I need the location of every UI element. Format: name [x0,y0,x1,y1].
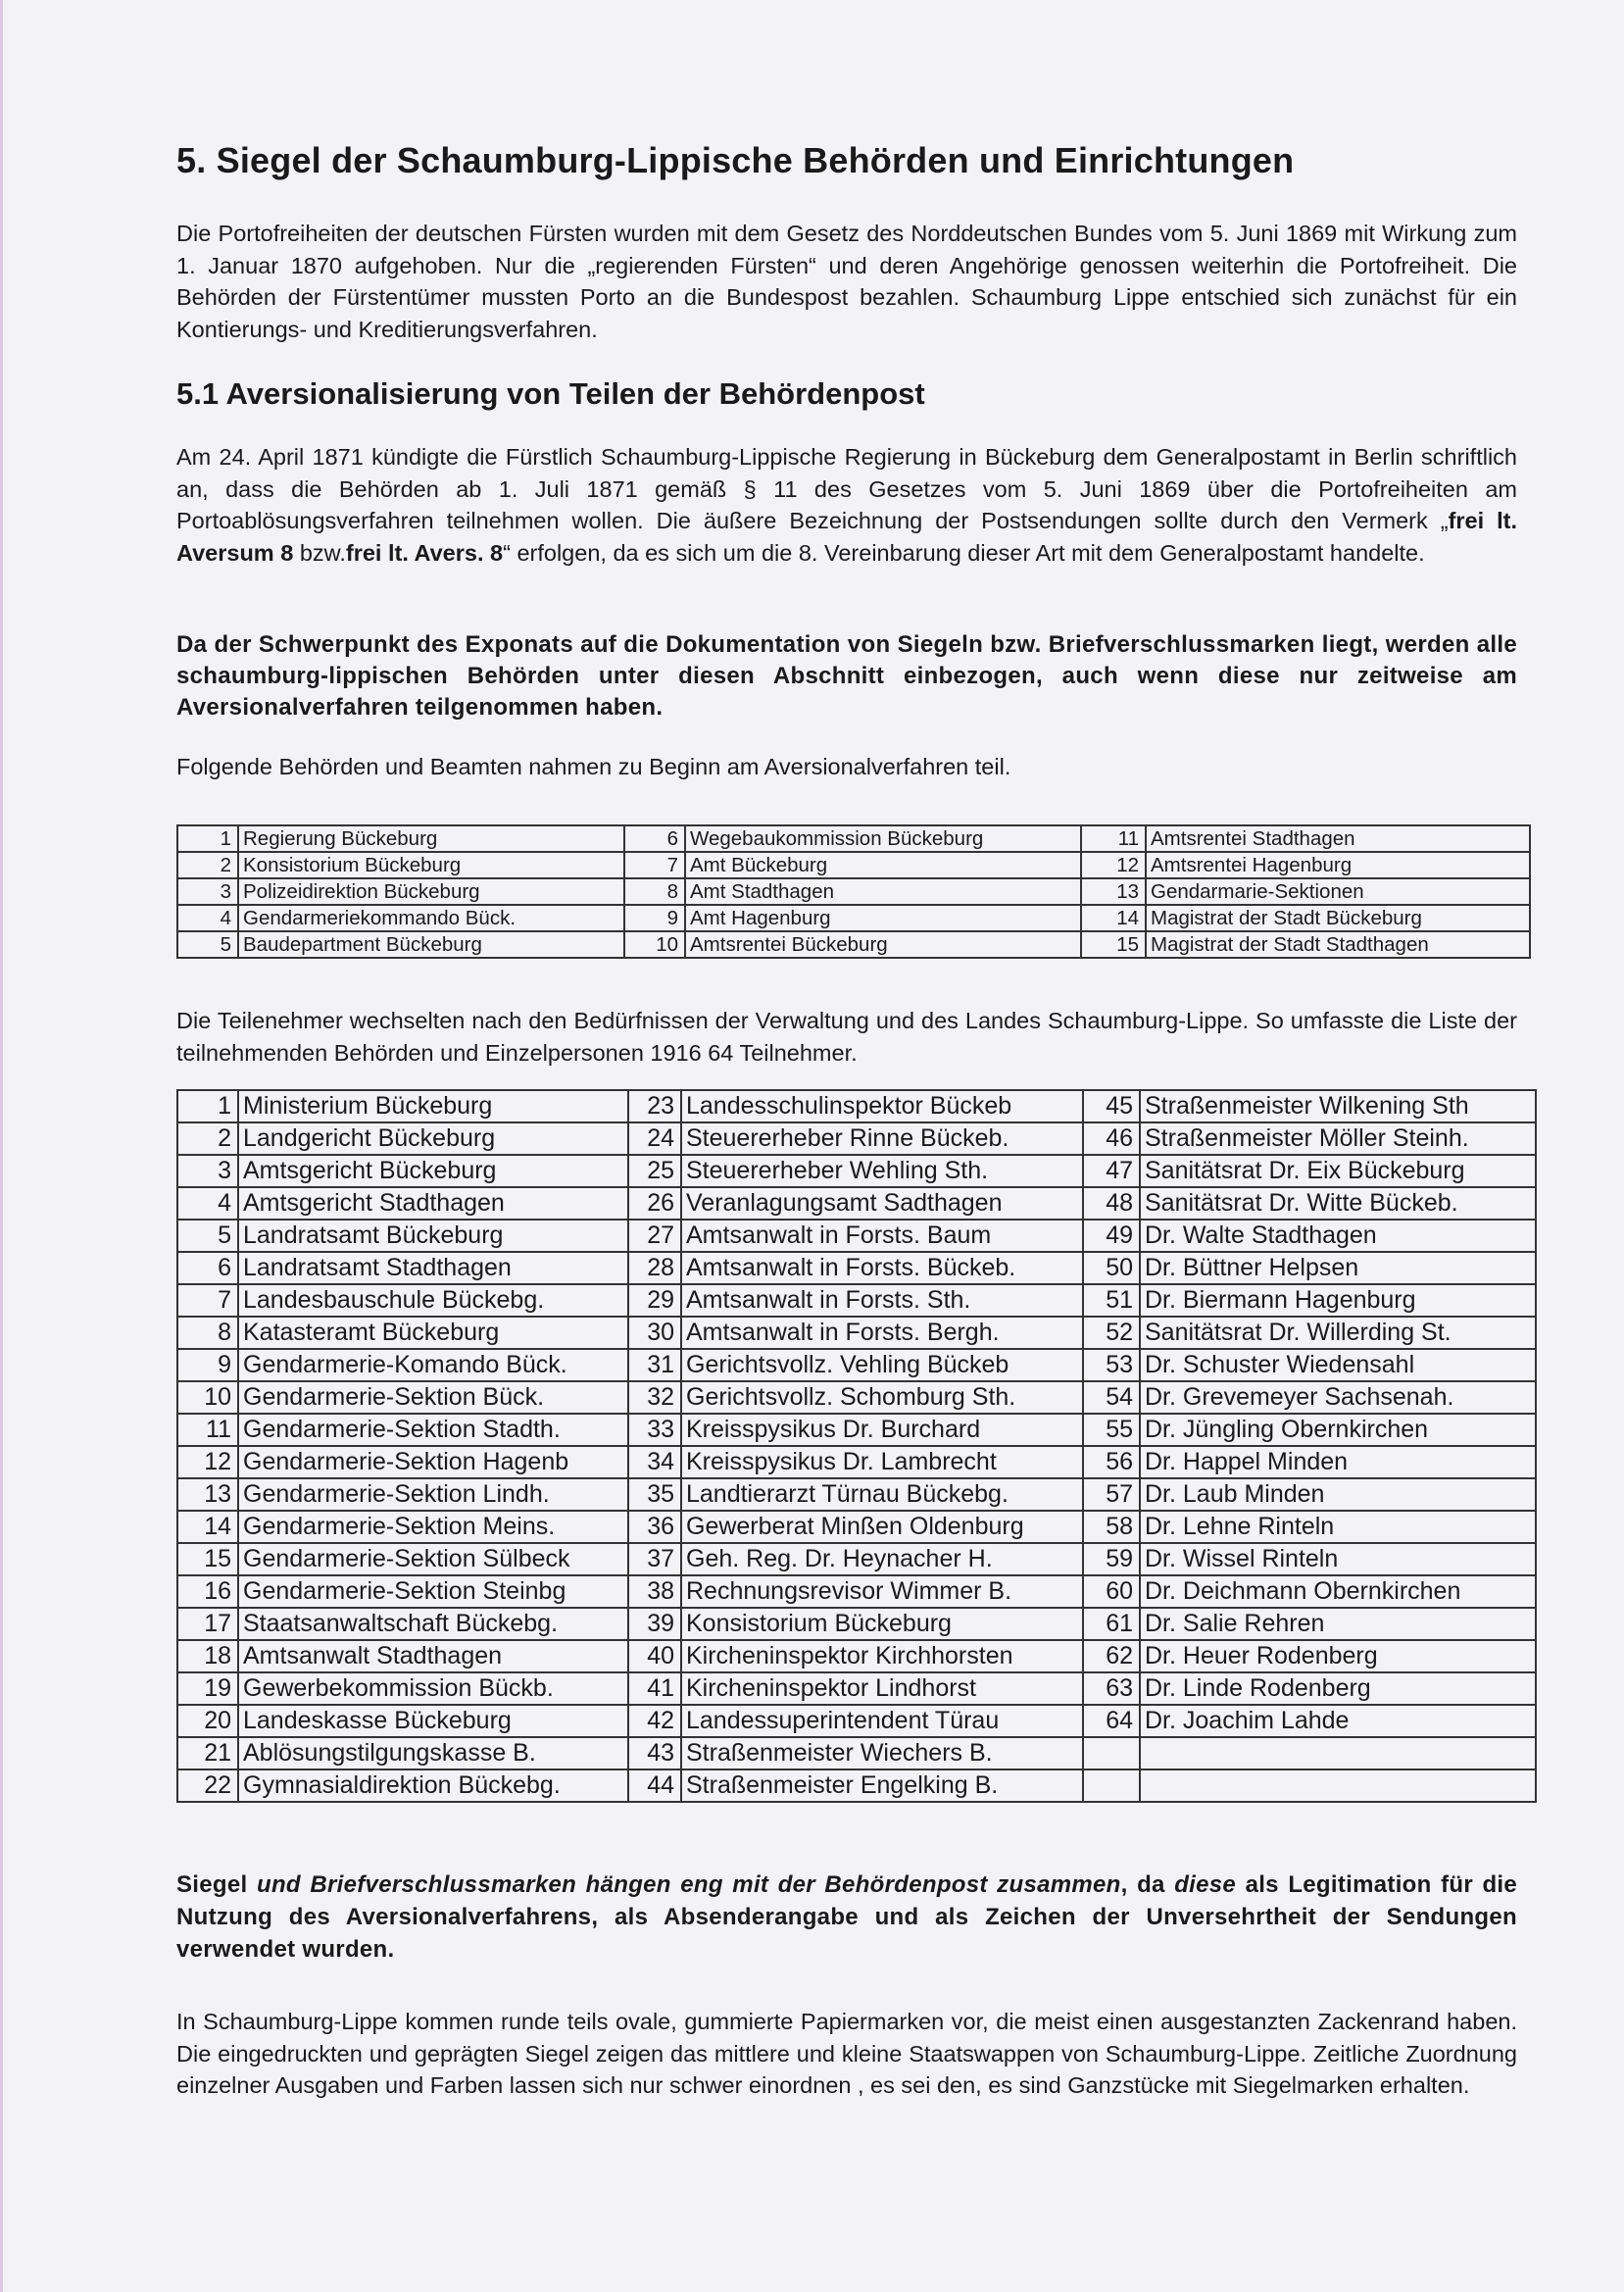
seal-significance-paragraph [176,1868,1517,1966]
entry-number: 52 [1083,1317,1140,1349]
entry-name: Amt Stadthagen [685,878,1081,905]
entry-name: Staatsanwaltschaft Bückebg. [238,1608,628,1640]
entry-name: Konsistorium Bückeburg [681,1608,1083,1640]
entry-number: 19 [177,1672,238,1705]
entry-name: Gendarmerie-Sektion Hagenb [238,1446,628,1478]
entry-number: 61 [1083,1608,1140,1640]
entry-number: 6 [624,825,685,852]
subsection-heading: 5.1 Aversionalisierung von Teilen der Behördenpost [176,376,925,411]
entry-number: 23 [628,1090,681,1122]
table-row [177,1252,1536,1284]
entry-number: 48 [1083,1187,1140,1220]
entry-number: 24 [628,1122,681,1155]
entry-name: Regierung Bückeburg [238,825,624,852]
entry-name: Wegebaukommission Bückeburg [685,825,1081,852]
entry-name: Gendarmerie-Sektion Meins. [238,1511,628,1543]
entry-name: Amtsanwalt in Forsts. Sth. [681,1284,1083,1317]
initial-participants-table [176,824,1531,959]
entry-name [1140,1737,1536,1769]
entry-number: 59 [1083,1543,1140,1575]
entry-name: Landgericht Bückeburg [238,1122,628,1155]
entry-name: Magistrat der Stadt Bückeburg [1146,905,1530,931]
table-row [177,1543,1536,1575]
entry-name: Polizeidirektion Bückeburg [238,878,624,905]
entry-name: Sanitätsrat Dr. Eix Bückeburg [1140,1155,1536,1187]
entry-name: Gendarmerie-Sektion Stadth. [238,1414,628,1446]
entry-number: 58 [1083,1511,1140,1543]
entry-number: 1 [177,1090,238,1122]
entry-number: 64 [1083,1705,1140,1737]
seal-text-3: , da [1120,1871,1175,1898]
entry-number [1083,1769,1140,1802]
entry-number: 17 [177,1608,238,1640]
entry-number: 10 [624,931,685,958]
aversion-text-1: Am 24. April 1871 kündigte die Fürstlich Schaumburg-Lippische Regierung in Bückeburg dem Generalpostamt in Berlin schriftlich an, dass die Behörden ab 1. Juli 1871 gemäß § 11 des Gesetzes vom 5. Juni 1869 über die Portofreiheiten am Portoablösungsverfahren teilnehmen wollen. Die äußere Bezeichnung der Postsendungen sollte durch den Vermerk „ [176,444,1517,533]
table-row [177,1478,1536,1511]
table-row [177,1284,1536,1317]
entry-name: Amt Bückeburg [685,852,1081,878]
entry-name: Gendarmerie-Sektion Bück. [238,1381,628,1414]
table1-caption: Folgende Behörden und Beamten nahmen zu Beginn am Aversionalverfahren teil. [176,754,1011,779]
table-row [177,1608,1536,1640]
entry-number: 10 [177,1381,238,1414]
entry-name: Amtsgericht Stadthagen [238,1187,628,1220]
entry-name: Amtsrentei Stadthagen [1146,825,1530,852]
entry-number: 3 [177,1155,238,1187]
entry-name: Dr. Jüngling Obernkirchen [1140,1414,1536,1446]
entry-number: 9 [624,905,685,931]
entry-number: 55 [1083,1414,1140,1446]
entry-name: Amt Hagenburg [685,905,1081,931]
table-row [177,1575,1536,1608]
entry-name: Ablösungstilgungskasse B. [238,1737,628,1769]
entry-name: Amtsanwalt in Forsts. Bergh. [681,1317,1083,1349]
entry-number: 4 [177,1187,238,1220]
entry-name: Sanitätsrat Dr. Willerding St. [1140,1317,1536,1349]
entry-number: 16 [177,1575,238,1608]
emphasis-paragraph: Da der Schwerpunkt des Exponats auf die Dokumentation von Siegeln bzw. Briefverschlussmarken liegt, werden alle schaumburg-lippischen Behörden unter diesen Abschnitt einbezogen, auch wenn diese nur zeitweise am Aversionalverfahren teilgenommen haben. [176,631,1517,721]
table-row [177,1640,1536,1672]
entry-name: Dr. Laub Minden [1140,1478,1536,1511]
table-row [177,905,1530,931]
entry-name: Dr. Happel Minden [1140,1446,1536,1478]
entry-name: Gendarmerie-Sektion Sülbeck [238,1543,628,1575]
entry-name: Geh. Reg. Dr. Heynacher H. [681,1543,1083,1575]
entry-number: 42 [628,1705,681,1737]
entry-name: Dr. Joachim Lahde [1140,1705,1536,1737]
table-row [177,1511,1536,1543]
entry-name: Kircheninspektor Kirchhorsten [681,1640,1083,1672]
entry-name: Dr. Biermann Hagenburg [1140,1284,1536,1317]
seal-text-4: diese [1174,1871,1237,1898]
entry-name: Landratsamt Stadthagen [238,1252,628,1284]
entry-number: 8 [624,878,685,905]
entry-number: 26 [628,1187,681,1220]
entry-number: 51 [1083,1284,1140,1317]
entry-name: Amtsanwalt Stadthagen [238,1640,628,1672]
entry-number: 50 [1083,1252,1140,1284]
page-edge [0,0,3,2292]
table-row [177,852,1530,878]
entry-number: 2 [177,852,238,878]
entry-name: Gendarmerie-Sektion Lindh. [238,1478,628,1511]
entry-number: 56 [1083,1446,1140,1478]
table-row [177,1672,1536,1705]
entry-name: Gendarmarie-Sektionen [1146,878,1530,905]
entry-name: Dr. Wissel Rinteln [1140,1543,1536,1575]
entry-number: 44 [628,1769,681,1802]
entry-number: 15 [1081,931,1146,958]
seal-text-5: als Legitimation für die Nutzung des Aversionalverfahrens, als Absenderangabe und als Zeichen der Unversehrtheit der Sendungen verwendet wurden. [176,1871,1518,1963]
entry-number: 60 [1083,1575,1140,1608]
table-row [177,1220,1536,1252]
participants-1916-body [177,1090,1536,1802]
entry-name: Steuererheber Rinne Bückeb. [681,1122,1083,1155]
entry-number: 43 [628,1737,681,1769]
entry-number: 11 [177,1414,238,1446]
entry-name: Straßenmeister Wilkening Sth [1140,1090,1536,1122]
entry-name: Amtsrentei Bückeburg [685,931,1081,958]
seal-text-1: Siegel [176,1871,257,1898]
entry-number: 62 [1083,1640,1140,1672]
entry-name: Baudepartment Bückeburg [238,931,624,958]
table-row [177,1381,1536,1414]
entry-name: Amtsrentei Hagenburg [1146,852,1530,878]
entry-name: Gymnasialdirektion Bückebg. [238,1769,628,1802]
entry-name: Landesbauschule Bückebg. [238,1284,628,1317]
entry-number: 29 [628,1284,681,1317]
seal-text-2: und Briefverschlussmarken hängen eng mit der Behördenpost zusammen [257,1871,1121,1898]
entry-number: 1 [177,825,238,852]
entry-name: Gewerberat Minßen Oldenburg [681,1511,1083,1543]
table2-caption: Die Teilenehmer wechselten nach den Bedürfnissen der Verwaltung und des Landes Schaumburg-Lippe. So umfasste die Liste der teilnehmenden Behörden und Einzelpersonen 1916 64 Teilnehmer. [176,1008,1517,1066]
table-row [177,1737,1536,1769]
entry-name: Amtsanwalt in Forsts. Bückeb. [681,1252,1083,1284]
table-row [177,1349,1536,1381]
entry-name: Dr. Grevemeyer Sachsenah. [1140,1381,1536,1414]
entry-number: 35 [628,1478,681,1511]
entry-number: 22 [177,1769,238,1802]
entry-number: 41 [628,1672,681,1705]
table-row [177,1155,1536,1187]
entry-name: Dr. Walte Stadthagen [1140,1220,1536,1252]
entry-number: 49 [1083,1220,1140,1252]
entry-name: Dr. Heuer Rodenberg [1140,1640,1536,1672]
entry-name: Kreisspysikus Dr. Lambrecht [681,1446,1083,1478]
entry-number: 57 [1083,1478,1140,1511]
entry-number: 33 [628,1414,681,1446]
entry-name: Kreisspysikus Dr. Burchard [681,1414,1083,1446]
entry-name: Katasteramt Bückeburg [238,1317,628,1349]
entry-number: 18 [177,1640,238,1672]
entry-number [1083,1737,1140,1769]
entry-number: 4 [177,905,238,931]
entry-number: 14 [177,1511,238,1543]
table-row [177,825,1530,852]
entry-name: Straßenmeister Möller Steinh. [1140,1122,1536,1155]
entry-number: 32 [628,1381,681,1414]
entry-name: Gerichtsvollz. Schomburg Sth. [681,1381,1083,1414]
entry-name: Konsistorium Bückeburg [238,852,624,878]
intro-paragraph: Die Portofreiheiten der deutschen Fürsten wurden mit dem Gesetz des Norddeutschen Bundes vom 5. Juni 1869 mit Wirkung zum 1. Januar 1870 aufgehoben. Nur die „regierenden Fürsten“ und deren Angehörige genossen weiterhin die Portofreiheit. Die Behörden der Fürstentümer mussten Porto an die Bundespost bezahlen. Schaumburg Lippe entschied sich zunächst für ein Kontierungs- und Kreditierungsverfahren. [176,221,1517,342]
entry-number: 63 [1083,1672,1140,1705]
entry-name: Dr. Büttner Helpsen [1140,1252,1536,1284]
entry-number: 27 [628,1220,681,1252]
entry-number: 6 [177,1252,238,1284]
entry-number: 12 [177,1446,238,1478]
entry-name: Landesschulinspektor Bückeb [681,1090,1083,1122]
entry-number: 38 [628,1575,681,1608]
entry-number: 28 [628,1252,681,1284]
entry-name: Landtierarzt Türnau Bückebg. [681,1478,1083,1511]
entry-number: 25 [628,1155,681,1187]
entry-name: Gendarmeriekommando Bück. [238,905,624,931]
entry-number: 3 [177,878,238,905]
entry-number: 30 [628,1317,681,1349]
entry-number: 13 [177,1478,238,1511]
entry-name: Amtsanwalt in Forsts. Baum [681,1220,1083,1252]
table-row [177,1769,1536,1802]
entry-name: Landessuperintendent Türau [681,1705,1083,1737]
entry-name: Veranlagungsamt Sadthagen [681,1187,1083,1220]
entry-number: 5 [177,1220,238,1252]
entry-name: Dr. Lehne Rinteln [1140,1511,1536,1543]
entry-name: Rechnungsrevisor Wimmer B. [681,1575,1083,1608]
entry-number: 53 [1083,1349,1140,1381]
entry-number: 31 [628,1349,681,1381]
entry-number: 40 [628,1640,681,1672]
section-heading: 5. Siegel der Schaumburg-Lippische Behörden und Einrichtungen [176,140,1295,180]
entry-name: Straßenmeister Wiechers B. [681,1737,1083,1769]
entry-number: 39 [628,1608,681,1640]
entry-name: Gendarmerie-Sektion Steinbg [238,1575,628,1608]
aversion-text-3: “ erfolgen, da es sich um die 8. Vereinbarung dieser Art mit dem Generalpostamt handelte. [503,539,1425,566]
aversion-mark-2: frei lt. Avers. 8 [345,539,504,566]
entry-number: 14 [1081,905,1146,931]
entry-name: Gewerbekommission Bückb. [238,1672,628,1705]
entry-number: 46 [1083,1122,1140,1155]
table-row [177,1122,1536,1155]
final-paragraph [176,2006,1517,2102]
table-row [177,878,1530,905]
entry-number: 8 [177,1317,238,1349]
entry-number: 15 [177,1543,238,1575]
entry-number: 13 [1081,878,1146,905]
entry-name: Gendarmerie-Komando Bück. [238,1349,628,1381]
entry-number: 21 [177,1737,238,1769]
entry-number: 34 [628,1446,681,1478]
aversion-paragraph [176,441,1517,569]
entry-number: 54 [1083,1381,1140,1414]
entry-number: 7 [624,852,685,878]
aversion-mark-1: frei lt. Aversum 8 [176,508,1517,566]
entry-number: 9 [177,1349,238,1381]
entry-number: 37 [628,1543,681,1575]
entry-name: Straßenmeister Engelking B. [681,1769,1083,1802]
initial-participants-body [177,825,1530,958]
entry-number: 5 [177,931,238,958]
table-row [177,1317,1536,1349]
entry-number: 12 [1081,852,1146,878]
table-row [177,1446,1536,1478]
table-row [177,1705,1536,1737]
entry-number: 36 [628,1511,681,1543]
entry-name: Kircheninspektor Lindhorst [681,1672,1083,1705]
final-text: In Schaumburg-Lippe kommen runde teils ovale, gummierte Papiermarken vor, die meist einen ausgestanzten Zackenrand haben. Die eingedruckten und geprägten Siegel zeigen das mittlere und kleine Staatswappen von Schaumburg-Lippe. Zeitliche Zuordnung einzelner Ausgaben und Farben lassen sich nur schwer einordnen , es sei den, es sind Ganzstücke mit Siegelmarken erhalten. [176,2009,1517,2098]
entry-name: Landratsamt Bückeburg [238,1220,628,1252]
entry-name [1140,1769,1536,1802]
entry-name: Dr. Schuster Wiedensahl [1140,1349,1536,1381]
entry-name: Dr. Salie Rehren [1140,1608,1536,1640]
entry-name: Magistrat der Stadt Stadthagen [1146,931,1530,958]
entry-name: Amtsgericht Bückeburg [238,1155,628,1187]
entry-name: Ministerium Bückeburg [238,1090,628,1122]
table-row [177,1090,1536,1122]
entry-number: 45 [1083,1090,1140,1122]
table-row [177,931,1530,958]
table-row [177,1187,1536,1220]
entry-number: 20 [177,1705,238,1737]
participants-1916-table [176,1089,1537,1803]
entry-number: 47 [1083,1155,1140,1187]
entry-name: Dr. Deichmann Obernkirchen [1140,1575,1536,1608]
entry-name: Dr. Linde Rodenberg [1140,1672,1536,1705]
table-row [177,1414,1536,1446]
entry-name: Gerichtsvollz. Vehling Bückeb [681,1349,1083,1381]
entry-number: 2 [177,1122,238,1155]
entry-name: Steuererheber Wehling Sth. [681,1155,1083,1187]
entry-name: Sanitätsrat Dr. Witte Bückeb. [1140,1187,1536,1220]
entry-name: Landeskasse Bückeburg [238,1705,628,1737]
aversion-text-2: bzw. [293,539,346,566]
entry-number: 11 [1081,825,1146,852]
entry-number: 7 [177,1284,238,1317]
